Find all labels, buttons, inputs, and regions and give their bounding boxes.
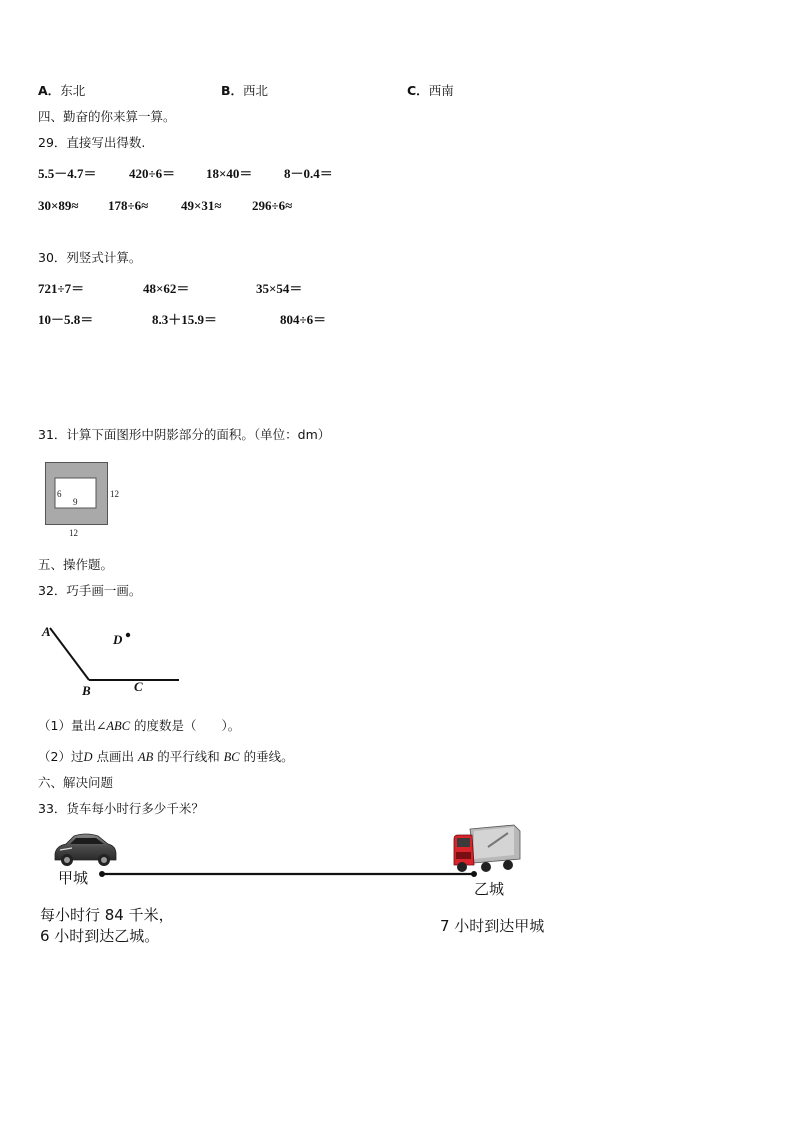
point-a-label: A: [42, 624, 51, 639]
city-b-label: 乙城: [474, 880, 505, 898]
section-5-heading: 五、操作题。: [38, 557, 114, 572]
q30-r2-c2: 8.3＋15.9＝: [152, 312, 218, 327]
q29-r1-c1: 5.5－4.7＝: [38, 166, 97, 181]
q32-sub1: （1）量出∠ABC 的度数是（ ）。: [38, 718, 241, 733]
ray-ba: [50, 628, 89, 680]
q29-r1-c3: 18×40＝: [206, 166, 253, 181]
city-a-label: 甲城: [58, 869, 89, 887]
q29-title: 29．直接写出得数.: [38, 135, 146, 150]
city-a-dot: [99, 871, 105, 877]
route-line: [98, 870, 478, 880]
option-b: B．西北: [221, 83, 269, 98]
outer-width-label: 12: [69, 528, 78, 538]
q29-r1-c4: 8－0.4＝: [284, 166, 333, 181]
q30-r2-c1: 10－5.8＝: [38, 312, 94, 327]
q30-r2-c3: 804÷6＝: [280, 312, 327, 327]
q29-r2-c3: 49×31≈: [181, 198, 222, 213]
inner-width-label: 9: [73, 497, 78, 507]
q29-r2-c2: 178÷6≈: [108, 198, 149, 213]
q30-r1-c1: 721÷7＝: [38, 281, 85, 296]
q32-sub2: （2）过D 点画出 AB 的平行线和 BC 的垂线。: [38, 749, 294, 764]
inner-height-label: 6: [57, 489, 62, 499]
q29-r2-c4: 296÷6≈: [252, 198, 293, 213]
car-info-line2: 6 小时到达乙城。: [40, 927, 160, 945]
q32-title: 32．巧手画一画。: [38, 583, 142, 598]
q31-title: 31．计算下面图形中阴影部分的面积。（单位：dm）: [38, 427, 331, 442]
section-4-heading: 四、勤奋的你来算一算。: [38, 109, 176, 124]
point-c-label: C: [134, 679, 143, 694]
point-b-label: B: [82, 683, 91, 698]
point-d-dot: [126, 633, 130, 637]
shaded-square-figure: [45, 462, 109, 526]
q29-r1-c2: 420÷6＝: [129, 166, 176, 181]
truck-image: [452, 825, 522, 875]
option-a: A．东北: [38, 83, 86, 98]
car-image: [52, 830, 118, 868]
q33-title: 33．货车每小时行多少千米？: [38, 801, 204, 816]
outer-height-label: 12: [110, 489, 119, 499]
section-6-heading: 六、解决问题: [38, 775, 114, 790]
car-info-line1: 每小时行 84 千米，: [40, 906, 174, 924]
truck-info: 7 小时到达甲城: [440, 917, 545, 935]
point-d-label: D: [113, 632, 123, 647]
q30-title: 30．列竖式计算。: [38, 250, 142, 265]
q29-r2-c1: 30×89≈: [38, 198, 79, 213]
option-c: C．西南: [407, 83, 454, 98]
q30-r1-c3: 35×54＝: [256, 281, 303, 296]
city-b-dot: [471, 871, 477, 877]
q30-r1-c2: 48×62＝: [143, 281, 190, 296]
